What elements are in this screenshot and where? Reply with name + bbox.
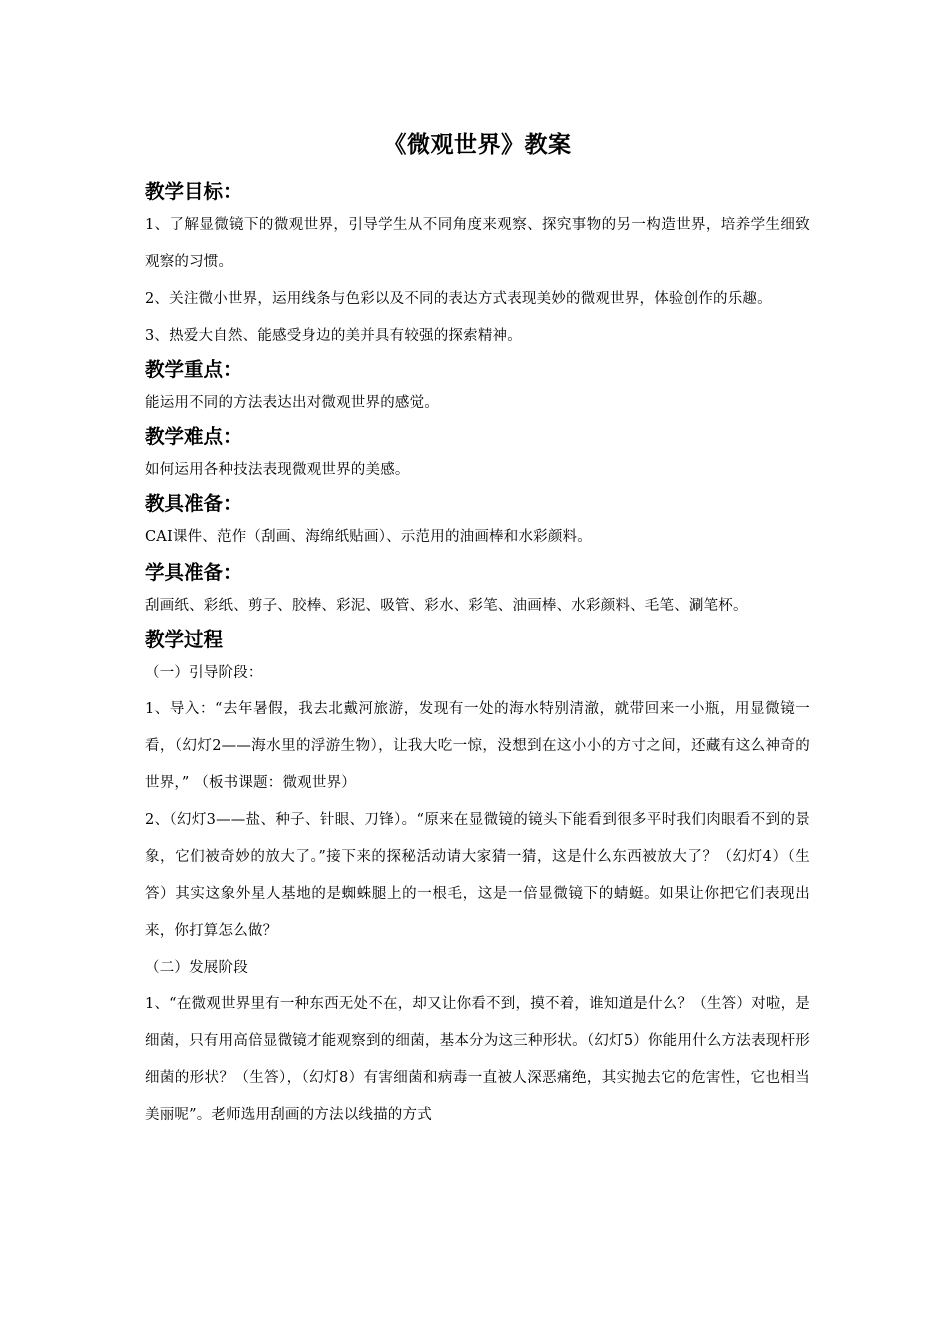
document-title: 《微观世界》教案 [383, 132, 572, 158]
heading-difficulties: 教学难点： [145, 425, 243, 448]
document-body [145, 128, 810, 1134]
teacher-materials-text: CAI课件、范作（刮画、海绵纸贴画）、示范用的油画棒和水彩颜料。 [145, 529, 592, 545]
goal-item-2: 2、关注微小世界，运用线条与色彩以及不同的表达方式表现美妙的微观世界，体验创作的乐趣。 [145, 291, 772, 307]
stage-1-item-2: 2、（幻灯3——盐、种子、针眼、刀锋）。“原来在显微镜的镜头下能看到很多平时我们肉眼看不到的景象，它们被奇妙的放大了。”接下来的探秘活动请大家猜一猜，这是什么东西被放大了？（幻灯4）（生答）其实这象外星人基地的是蜘蛛腿上的一根毛，这是一倍显微镜下的蜻蜓。如果让你把它们表现出来，你打算怎么做？ [145, 812, 810, 939]
heading-student-materials: 学具准备： [145, 561, 243, 584]
heading-teaching-process: 教学过程 [145, 628, 224, 651]
stage-2-label: （二）发展阶段 [145, 960, 248, 976]
student-materials-text: 刮画纸、彩纸、剪子、胶棒、彩泥、吸管、彩水、彩笔、油画棒、水彩颜料、毛笔、涮笔杯。 [145, 598, 748, 614]
heading-teacher-materials: 教具准备： [145, 492, 243, 515]
key-points-text: 能运用不同的方法表达出对微观世界的感觉。 [145, 395, 439, 411]
heading-key-points: 教学重点： [145, 358, 243, 381]
difficulties-text: 如何运用各种技法表现微观世界的美感。 [145, 462, 410, 478]
stage-1-label: （一）引导阶段： [145, 665, 263, 681]
stage-2-item-1: 1、“在微观世界里有一种东西无处不在，却又让你看不到，摸不着，谁知道是什么？（生答）对啦，是细菌，只有用高倍显微镜才能观察到的细菌，基本分为这三种形状。（幻灯5）你能用什么方法表现杆形细菌的形状？（生答），（幻灯8）有害细菌和病毒一直被人深恶痛绝，其实抛去它的危害性，它也相当美丽呢”。老师选用刮画的方法以线描的方式 [145, 996, 810, 1123]
stage-1-item-1: 1、导入：“去年暑假，我去北戴河旅游，发现有一处的海水特别清澈，就带回来一小瓶，用显微镜一看，（幻灯2——海水里的浮游生物），让我大吃一惊，没想到在这小小的方寸之间，还藏有这么神奇的世界，” （板书课题：微观世界） [145, 701, 810, 791]
goal-item-3: 3、热爱大自然、能感受身边的美并具有较强的探索精神。 [145, 328, 522, 344]
goal-item-1: 1、了解显微镜下的微观世界，引导学生从不同角度来观察、探究事物的另一构造世界，培养学生细致观察的习惯。 [145, 217, 810, 270]
heading-teaching-goals: 教学目标： [145, 180, 243, 203]
